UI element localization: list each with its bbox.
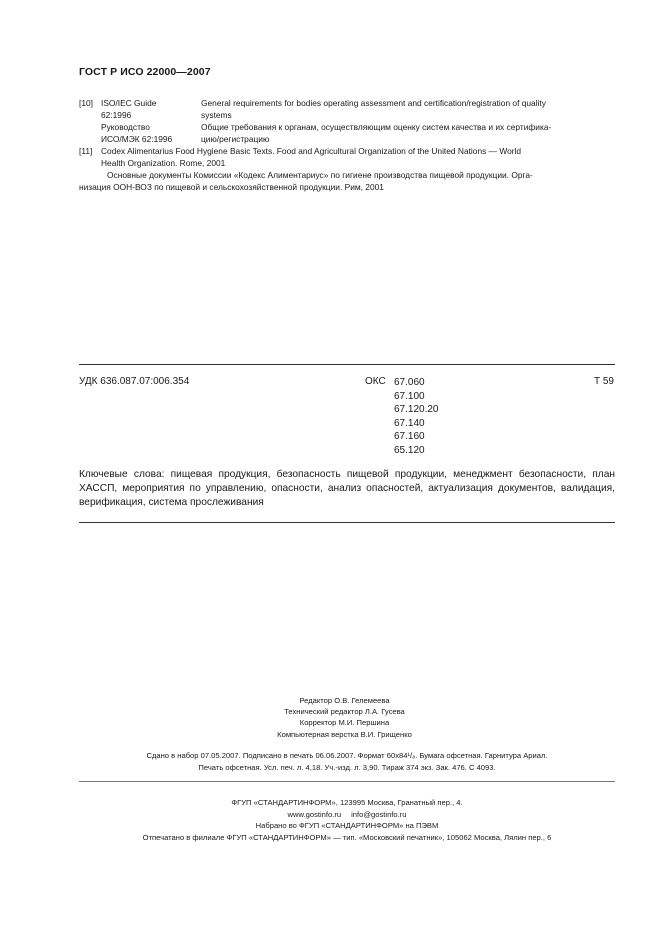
oks-code: 67.100 [394,390,425,402]
oks-codes [394,376,439,458]
oks-code: 65.120 [394,444,425,456]
bibliography-entry [79,121,615,133]
entry-reference: Руководство [101,122,150,132]
bibliography-entry [79,109,615,121]
printer-printed: Отпечатано в филиале ФГУП «СТАНДАРТИНФОРМ» — тип. «Московский печатник», 105062 Москва, Лялин пер., 6 [142,832,552,842]
printer-typeset: Набрано во ФГУП «СТАНДАРТИНФОРМ» на ПЭВМ [255,821,439,830]
entry-description: Codex Alimentarius Food Hygiene Basic Texts. Food and Agricultural Organization of the United Nations — World [101,146,522,156]
entry-reference: ISO/IEC Guide [101,98,157,108]
keywords: Ключевые слова: пищевая продукция, безопасность пищевой продукции, менеджмент безопасности, план ХАССП, мероприятия по управлению, опасности, анализ опасностей, актуализация документов, валидация, верификация, система прослеживания [79,469,615,508]
entry-russian-text: Основные документы Комиссии «Кодекс Алиментариус» по гигиене производства пищевой продукции. Орга- [107,170,533,180]
oks-code: 67.140 [394,417,425,429]
entry-description: General requirements for bodies operating assessment and certification/registration of quality [201,98,546,108]
printer-email: info@gostinfo.ru [351,809,407,819]
printer-imprint [79,797,615,843]
credit-proofreader: Корректор М.И. Першина [299,718,390,728]
entry-number: [11] [79,146,93,156]
entry-number: [10] [79,98,93,108]
publication-data [79,750,615,773]
udk-code: УДК 636.087.07:006.354 [79,376,190,387]
entry-number [79,109,101,121]
credit-layout: Компьютерная верстка В.И. Грищенко [277,729,412,739]
t-code: Т 59 [593,376,614,387]
bibliography-entry [79,133,615,145]
entry-reference: ИСО/МЭК 62:1996 [101,134,173,144]
document-header-title: ГОСТ Р ИСО 22000—2007 [79,66,211,78]
entry-description: systems [201,110,232,120]
bibliography-entry-11 [79,145,615,157]
oks-code: 67.060 [394,377,425,388]
entry-continuation: Health Organization. Rome, 2001 [101,158,226,168]
entry-description: цию/регистрацию [201,134,270,144]
credits [0,695,661,740]
bibliography-entry [79,97,615,109]
printer-address: ФГУП «СТАНДАРТИНФОРМ», 123995 Москва, Гранатный пер., 4. [231,798,463,807]
printer-website: www.gostinfo.ru [287,809,342,819]
entry-russian-continuation: низация ООН-ВОЗ по пищевой и сельскохозяйственной продукции. Рим, 2001 [79,182,384,192]
credit-tech-editor: Технический редактор Л.А. Гусева [284,707,405,717]
credit-editor: Редактор О.В. Гелемеева [299,696,390,705]
divider-bottom [79,522,615,523]
entry-description: Общие требования к органам, осуществляющим оценку систем качества и их сертифика- [201,122,552,132]
divider-imprint [79,781,615,782]
publication-line: Печать офсетная. Усл. печ. л. 4,18. Уч.-изд. л. 3,90. Тираж 374 экз. Зак. 476. С 4093. [198,762,496,772]
oks-label: ОКС [365,376,386,387]
entry-number [79,121,101,133]
bibliography [79,97,615,193]
divider-top [79,364,615,365]
oks-code: 67.120.20 [394,404,439,416]
oks-code: 67.160 [394,431,425,443]
printer-contacts [79,809,615,821]
entry-number [79,133,101,145]
entry-reference: 62:1996 [101,110,132,120]
publication-line: Сдано в набор 07.05.2007. Подписано в печать 06.06.2007. Формат 60x84¹/₈. Бумага офсетная. Гарнитура Ариал. [146,751,548,760]
